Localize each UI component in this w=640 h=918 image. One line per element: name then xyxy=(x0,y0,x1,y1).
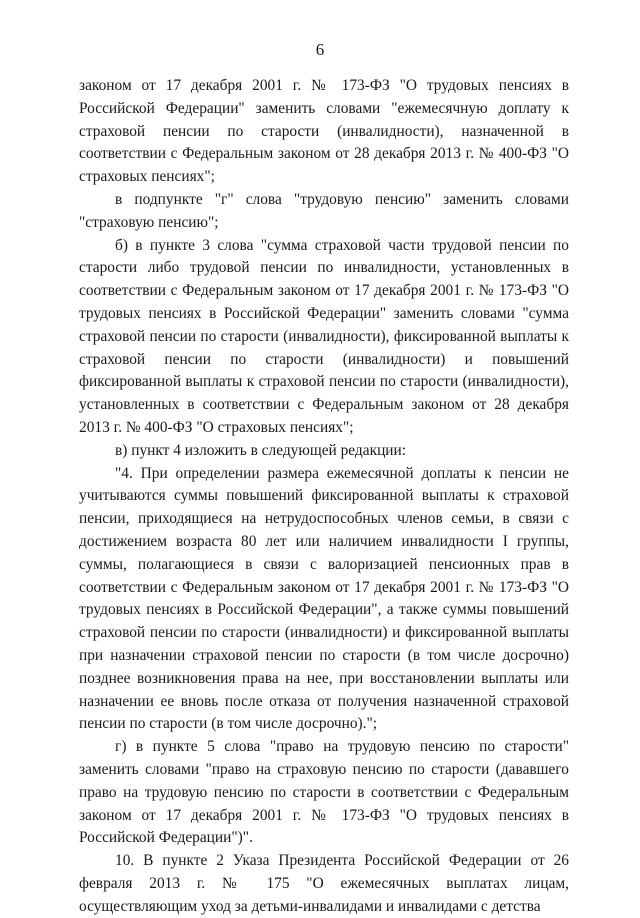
document-body xyxy=(79,75,569,918)
paragraph-subpoint-g: в подпункте "г" слова "трудовую пенсию" заменить словами "страховую пенсию"; xyxy=(79,190,569,231)
paragraph-new-point-4: "4. При определении размера ежемесячной доплаты к пенсии не учитываются суммы повышений фиксированной выплаты к страховой пенсии, приходящиеся на нетрудоспособных членов семьи, в связи с достижением возраста 80 лет или наличием инвалидности I группы, суммы, полагающиеся в связи с валоризацией пенсионных прав в соответствии с Федеральным законом от 17 декабря 2001 г. № 173-ФЗ "О трудовых пенсиях в Российской Федерации", а также суммы повышений страховой пенсии по старости (инвалидности) и фиксированной выплаты при назначении страховой пенсии по старости (в том числе досрочно) позднее возникновения права на нее, при восстановлении выплаты или назначении ее вновь после отказа от получения назначенной страховой пенсии по старости (в том числе досрочно)."; xyxy=(79,464,569,733)
paragraph-item-v: в) пункт 4 изложить в следующей редакции: xyxy=(115,441,407,459)
page-number: 6 xyxy=(315,40,325,59)
paragraph-continuation: законом от 17 декабря 2001 г. № 173-ФЗ "О трудовых пенсиях в Российской Федерации" заменить словами "ежемесячную доплату к страховой пенсии по старости (инвалидности), назначенной в соответствии с Федеральным законом от 28 декабря 2013 г. № 400-ФЗ "О страховых пенсиях"; xyxy=(79,77,569,186)
paragraph-point-10: 10. В пункте 2 Указа Президента Российской Федерации от 26 февраля 2013 г. № 175 "О ежемесячных выплатах лицам, осуществляющим уход за детьми-инвалидами и инвалидами с детства xyxy=(79,852,569,915)
paragraph-item-b: б) в пункте 3 слова "сумма страховой части трудовой пенсии по старости либо трудовой пенсии по инвалидности, установленных в соответствии с Федеральным законом от 17 декабря 2001 г. № 173-ФЗ "О трудовых пенсиях в Российской Федерации" заменить словами "сумма страховой пенсии по старости (инвалидности), фиксированной выплаты к страховой пенсии по старости (инвалидности) и повышений фиксированной выплаты к страховой пенсии по старости (инвалидности), установленных в соответствии с Федеральным законом от 28 декабря 2013 г. № 400-ФЗ "О страховых пенсиях"; xyxy=(79,236,569,436)
paragraph-item-g: г) в пункте 5 слова "право на трудовую пенсию по старости" заменить словами "право на страховую пенсию по старости (дававшего право на трудовую пенсию по старости в соответствии с Федеральным законом от 17 декабря 2001 г. № 173-ФЗ "О трудовых пенсиях в Российской Федерации")". xyxy=(79,738,569,847)
